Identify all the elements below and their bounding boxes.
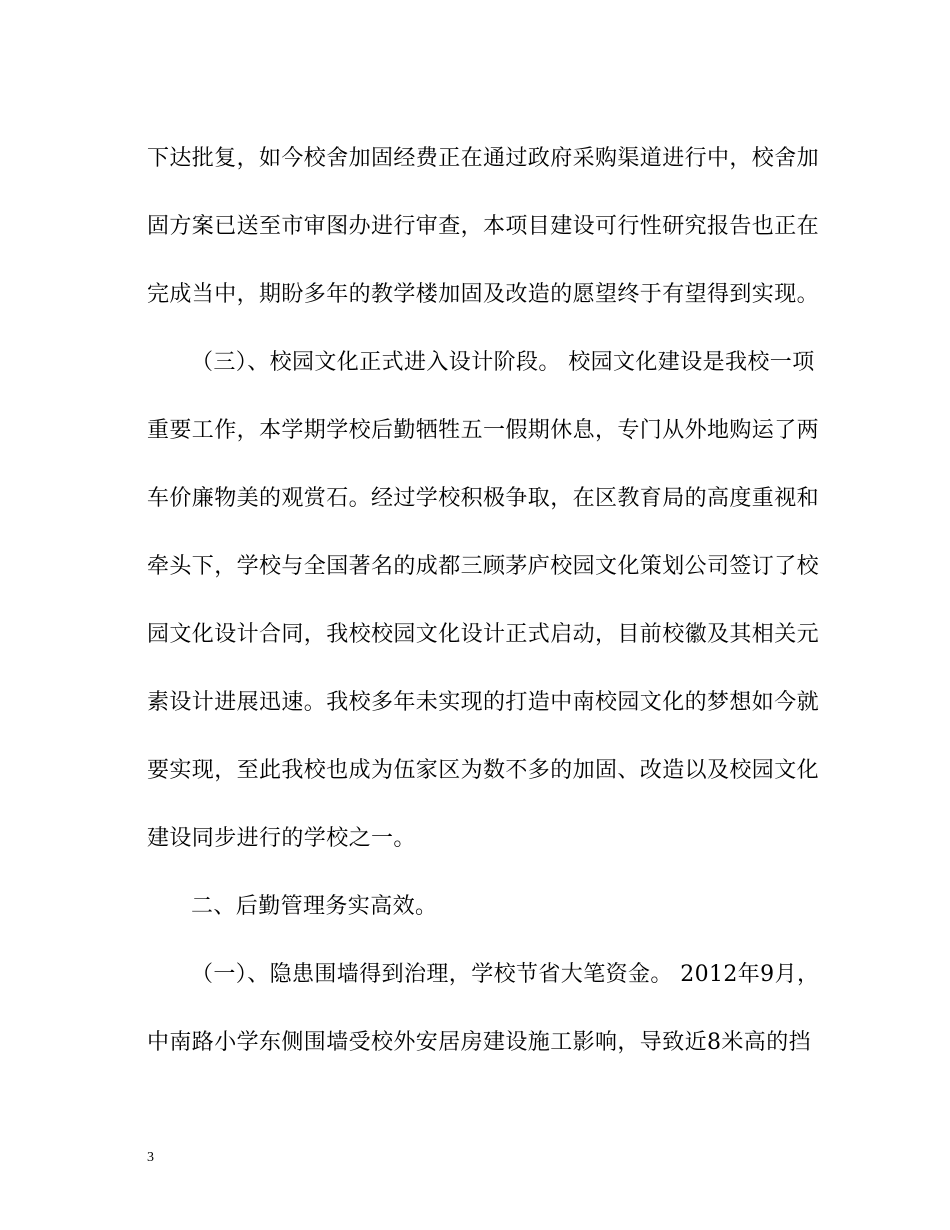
section-heading-line: （三）、校园文化正式进入设计阶段。 校园文化建设是我校一项 [191,350,815,375]
text-line: 素设计进展迅速。我校多年未实现的打造中南校园文化的梦想如今就 [147,690,820,715]
section-heading-line: （一）、隐患围墙得到治理，学校节省大笔资金。 2012年9月， [191,962,820,987]
document-body [147,134,820,1086]
text-line: 要实现，至此我校也成为伍家区为数不多的加固、改造以及校园文化 [147,758,820,783]
text-line: 建设同步进行的学校之一。 [147,826,416,851]
text-line: 重要工作，本学期学校后勤牺牲五一假期休息，专门从外地购运了两 [147,418,820,443]
text-line: 固方案已送至市审图办进行审查，本项目建设可行性研究报告也正在 [147,214,820,239]
page-number: 3 [147,1150,154,1165]
text-line: 中南路小学东侧围墙受校外安居房建设施工影响，导致近8米高的挡 [147,1030,811,1055]
text-line: 车价廉物美的观赏石。经过学校积极争取，在区教育局的高度重视和 [147,486,820,511]
text-line: 下达批复，如今校舍加固经费正在通过政府采购渠道进行中，校舍加 [147,146,820,171]
text-line: 牵头下，学校与全国著名的成都三顾茅庐校园文化策划公司签订了校 [147,554,820,579]
section-heading-line: 二、后勤管理务实高效。 [191,894,438,919]
text-line: 园文化设计合同，我校校园文化设计正式启动，目前校徽及其相关元 [147,622,820,647]
text-line: 完成当中，期盼多年的教学楼加固及改造的愿望终于有望得到实现。 [147,282,820,307]
